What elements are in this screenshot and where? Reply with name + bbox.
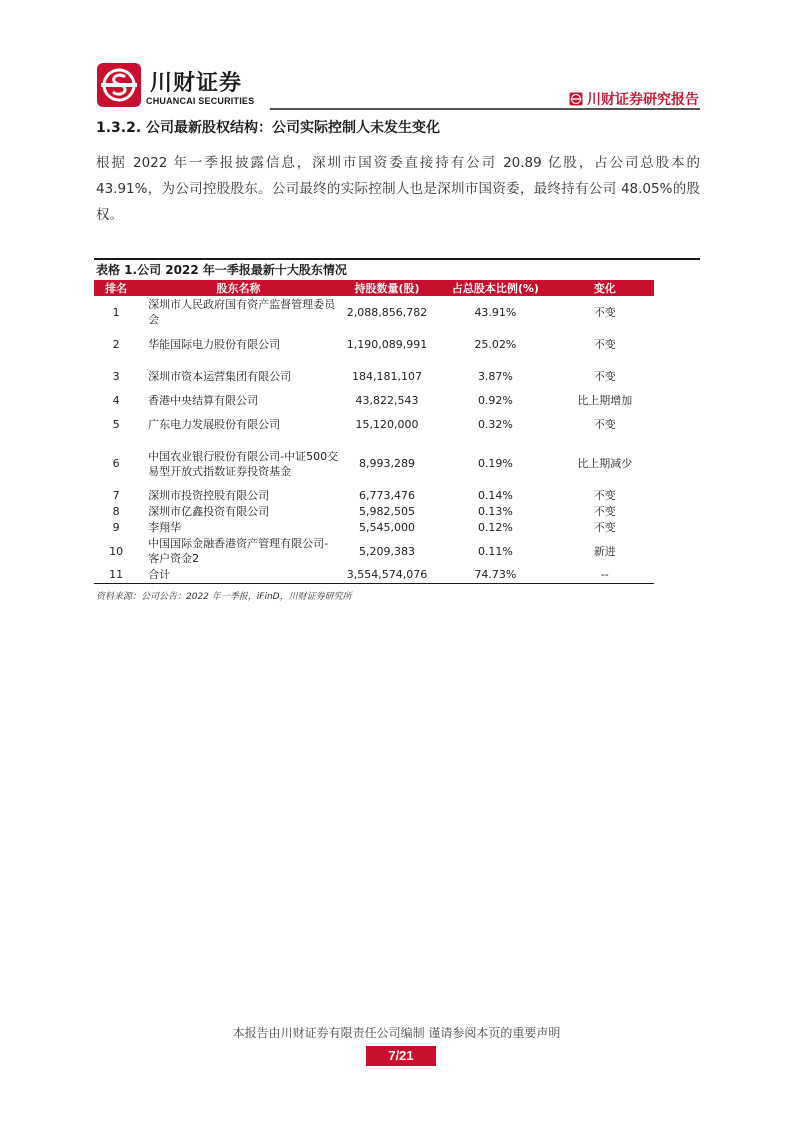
report-tag	[569, 89, 699, 109]
cell-shares: 43,822,543	[355, 393, 419, 407]
footer-disclaimer: 本报告由川财证券有限责任公司编制 谨请参阅本页的重要声明	[232, 1026, 561, 1040]
table-total-row	[94, 567, 654, 583]
caption-rule	[94, 258, 700, 260]
cell-name: 广东电力发展股份有限公司	[148, 417, 281, 431]
cell-name: 深圳市亿鑫投资有限公司	[148, 504, 270, 518]
cell-name: 深圳市人民政府国有资产监督管理委员会	[148, 298, 336, 326]
cell-name: 华能国际电力股份有限公司	[148, 337, 281, 351]
table-row	[94, 487, 654, 503]
table-source: 资料来源：公司公告：2022 年一季报，iFinD，川财证券研究所	[96, 592, 352, 602]
cell-ratio: 0.92%	[477, 393, 513, 407]
table-row	[94, 360, 654, 392]
cell-shares: 3,554,574,076	[339, 567, 435, 583]
header-shares: 持股数量(股)	[339, 280, 435, 296]
cell-shares: 5,209,383	[359, 544, 416, 558]
cell-name: 深圳市资本运营集团有限公司	[148, 369, 292, 383]
cell-change: 新进	[593, 544, 616, 558]
table-row	[94, 328, 654, 360]
cell-change: 比上期减少	[577, 457, 633, 470]
cell-ratio: 0.19%	[477, 457, 513, 470]
table-row	[94, 408, 654, 440]
cell-change: 不变	[593, 504, 616, 518]
cell-ratio: 3.87%	[477, 369, 513, 383]
cell-shares: 5,982,505	[359, 504, 416, 518]
cell-rank: 1	[112, 305, 120, 319]
cell-change: 不变	[593, 520, 616, 534]
table-row	[94, 503, 654, 519]
cell-ratio: 0.32%	[477, 417, 513, 431]
cell-change: 不变	[593, 337, 616, 351]
brand-name-cn: 川财证券	[150, 71, 243, 96]
cell-shares: 15,120,000	[355, 417, 419, 431]
shareholders-table	[94, 280, 654, 584]
cell-shares: 6,773,476	[359, 488, 416, 502]
header-rank: 排名	[94, 280, 138, 296]
header-change: 变化	[556, 280, 654, 296]
header-name: 股东名称	[138, 280, 339, 296]
table-row	[94, 296, 654, 328]
chuancai-logo-icon	[96, 62, 142, 108]
cell-shares: 5,545,000	[359, 520, 416, 534]
cell-shares: 8,993,289	[359, 457, 416, 470]
cell-rank: 7	[112, 488, 120, 502]
cell-rank: 8	[112, 504, 120, 518]
cell-rank: 3	[112, 369, 120, 383]
cell-change: 不变	[593, 488, 616, 502]
cell-name: 深圳市投资控股有限公司	[148, 488, 270, 502]
table-row	[94, 519, 654, 535]
cell-rank: 10	[109, 544, 124, 558]
cell-rank: 5	[112, 417, 120, 431]
cell-name: 李翔华	[148, 520, 182, 534]
cell-ratio: 0.14%	[477, 488, 513, 502]
table-caption: 表格 1.公司 2022 年一季报最新十大股东情况	[96, 263, 347, 277]
cell-ratio: 25.02%	[474, 337, 517, 351]
cell-shares: 184,181,107	[352, 369, 423, 383]
cell-ratio: 43.91%	[474, 305, 517, 319]
cell-rank: 9	[112, 520, 120, 534]
table-header-row	[94, 280, 654, 296]
cell-ratio: 0.13%	[477, 504, 513, 518]
cell-rank: 4	[112, 393, 120, 407]
cell-change: 不变	[593, 305, 616, 319]
cell-ratio: 0.12%	[477, 520, 513, 534]
table-row	[94, 392, 654, 408]
cell-change: 不变	[593, 417, 616, 431]
cell-change: 比上期增加	[577, 393, 633, 407]
brand-name-en: CHUANCAI SECURITIES	[146, 96, 255, 106]
section-title: 1.3.2. 公司最新股权结构：公司实际控制人未发生变化	[96, 120, 441, 136]
cell-ratio: 0.11%	[477, 544, 513, 558]
cell-name: 香港中央结算有限公司	[148, 393, 259, 407]
table-row	[94, 440, 654, 487]
cell-shares: 1,190,089,991	[346, 337, 428, 351]
table-row	[94, 535, 654, 567]
cell-change: 不变	[593, 369, 616, 383]
cell-rank: 6	[112, 457, 120, 470]
cell-name: 中国农业银行股份有限公司-中证500交易型开放式指数证券投资基金	[148, 449, 339, 478]
cell-ratio: 74.73%	[435, 567, 555, 583]
cell-shares: 2,088,856,782	[346, 305, 428, 319]
cell-name: 中国国际金融香港资产管理有限公司-客户资金2	[148, 537, 329, 565]
cell-rank: 11	[94, 567, 138, 583]
header-ratio: 占总股本比例(%)	[435, 280, 555, 296]
cell-change: --	[556, 567, 654, 583]
cell-name: 合计	[138, 567, 339, 583]
report-tag-label: 川财证券研究报告	[587, 92, 699, 108]
page-number: 7/21	[366, 1046, 436, 1066]
body-paragraph: 根据 2022 年一季报披露信息，深圳市国资委直接持有公司 20.89 亿股，占公司总股本的 43.91%，为公司控股股东。公司最终的实际控制人也是深圳市国资委，最终持有公司 48.05%的股权。	[96, 155, 700, 223]
chuancai-mini-logo-icon	[569, 92, 583, 106]
cell-rank: 2	[112, 337, 120, 351]
